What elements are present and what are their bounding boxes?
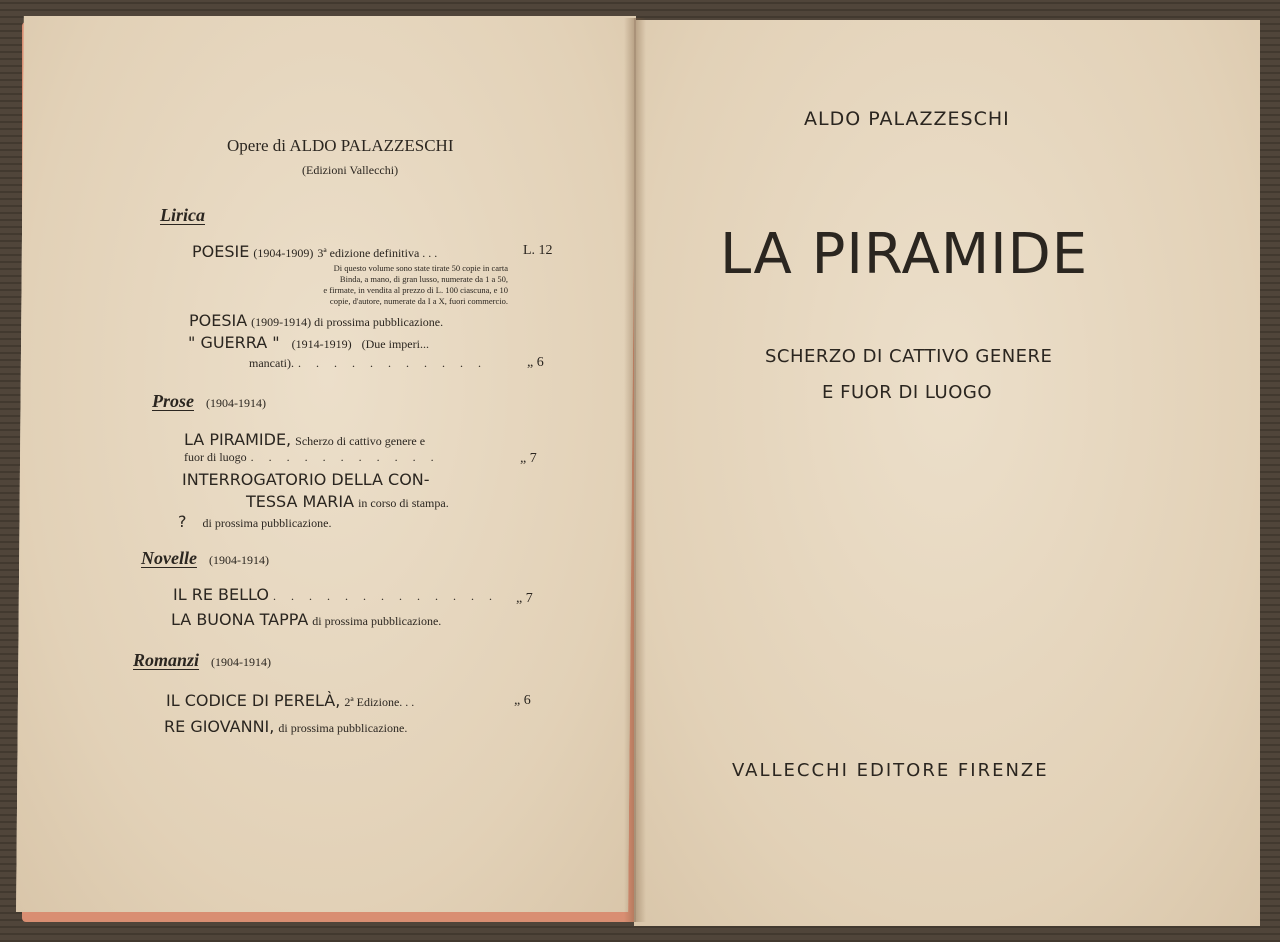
works-publisher-note: (Edizioni Vallecchi): [302, 163, 399, 177]
entry-perela-edition: 2ª Edizione. . .: [344, 695, 415, 709]
entry-guerra-subtitle2: mancati).: [249, 356, 294, 370]
section-romanzi-heading: Romanzi: [133, 650, 200, 670]
section-lirica-heading: Lirica: [160, 205, 205, 225]
entry-poesia-title: POESIA: [189, 311, 248, 330]
section-romanzi: [133, 650, 271, 671]
section-novelle: [141, 548, 269, 569]
entry-interrogatorio-title2: TESSA MARIA: [246, 492, 355, 511]
right-page: [634, 20, 1260, 926]
note-line-1: Di questo volume sono state tirate 50 copie in carta: [333, 263, 508, 273]
entry-poesia: [189, 311, 443, 331]
title-page-author: ALDO PALAZZESCHI: [804, 108, 1010, 130]
section-prose: [152, 391, 266, 412]
entry-piramide-price: „ 7: [520, 451, 537, 466]
entry-unknown-status: di prossima pubblicazione.: [202, 516, 332, 530]
entry-interrogatorio-status: in corso di stampa.: [358, 496, 449, 510]
entry-giovanni: [164, 717, 407, 737]
note-line-3: e firmate, in vendita al prezzo di L. 100 ciascuna, e 10: [323, 285, 508, 295]
entry-poesie-years: (1904-1909): [253, 246, 314, 260]
section-prose-years: (1904-1914): [206, 396, 266, 410]
book-gutter: [624, 18, 646, 922]
entry-rebello: IL RE BELLO . . . . . . . . . . . . .: [173, 585, 498, 604]
entry-perela: [166, 691, 414, 711]
section-novelle-heading: Novelle: [141, 548, 197, 568]
section-romanzi-years: (1904-1914): [211, 655, 272, 669]
entry-piramide-subtitle2: fuor di luogo: [184, 450, 247, 464]
section-novelle-years: (1904-1914): [208, 553, 269, 567]
entry-interrogatorio-line2: [246, 492, 449, 512]
works-heading: Opere di ALDO PALAZZESCHI: [227, 136, 454, 155]
title-page-title: LA PIRAMIDE: [720, 222, 1089, 287]
entry-poesie: [192, 242, 437, 262]
note-line-2: Binda, a mano, di gran lusso, numerate da 1 a 50,: [339, 274, 508, 284]
entry-guerra: [188, 333, 429, 353]
entry-poesie-price: L. 12: [523, 243, 553, 258]
entry-buonatappa-status: di prossima pubblicazione.: [312, 614, 442, 628]
entry-guerra-title: " GUERRA ": [188, 333, 280, 352]
entry-guerra-subtitle: (Due imperi...: [361, 337, 429, 351]
title-page-subtitle-line2: E FUOR DI LUOGO: [822, 382, 993, 403]
entry-piramide: [184, 430, 425, 450]
entry-perela-title: IL CODICE DI PERELÀ,: [166, 691, 341, 710]
entry-rebello-title: IL RE BELLO: [173, 585, 269, 604]
entry-guerra-price: „ 6: [527, 355, 544, 370]
entry-guerra-years: (1914-1919): [291, 337, 352, 351]
entry-rebello-price: „ 7: [516, 591, 533, 606]
entry-poesie-title: POESIE: [192, 242, 250, 261]
entry-giovanni-title: RE GIOVANNI,: [164, 717, 275, 736]
note-line-4: copie, d'autore, numerate da I a X, fuori commercio.: [329, 296, 508, 306]
entry-unknown-title: ?: [178, 512, 187, 531]
entry-poesie-edition: 3ª edizione definitiva . . .: [317, 246, 438, 260]
entry-piramide-line2: fuor di luogo . . . . . . . . . . .: [184, 450, 440, 464]
entry-buonatappa-title: LA BUONA TAPPA: [171, 610, 309, 629]
entry-interrogatorio-line1: INTERROGATORIO DELLA CON-: [182, 470, 430, 489]
entry-poesia-status: (1909-1914) di prossima pubblicazione.: [251, 315, 444, 329]
entry-giovanni-status: di prossima pubblicazione.: [278, 721, 408, 735]
title-page-publisher: VALLECCHI EDITORE FIRENZE: [732, 760, 1049, 781]
entry-unknown: [178, 512, 331, 532]
entry-piramide-title: LA PIRAMIDE,: [184, 430, 292, 449]
entry-piramide-subtitle: Scherzo di cattivo genere e: [295, 434, 426, 448]
entry-buonatappa: [171, 610, 441, 630]
section-prose-heading: Prose: [152, 391, 194, 411]
entry-poesie-note: [286, 263, 508, 307]
entry-guerra-line2: mancati). . . . . . . . . . . .: [249, 356, 487, 370]
title-page-subtitle-line1: SCHERZO DI CATTIVO GENERE: [765, 346, 1053, 367]
entry-perela-price: „ 6: [514, 693, 531, 708]
